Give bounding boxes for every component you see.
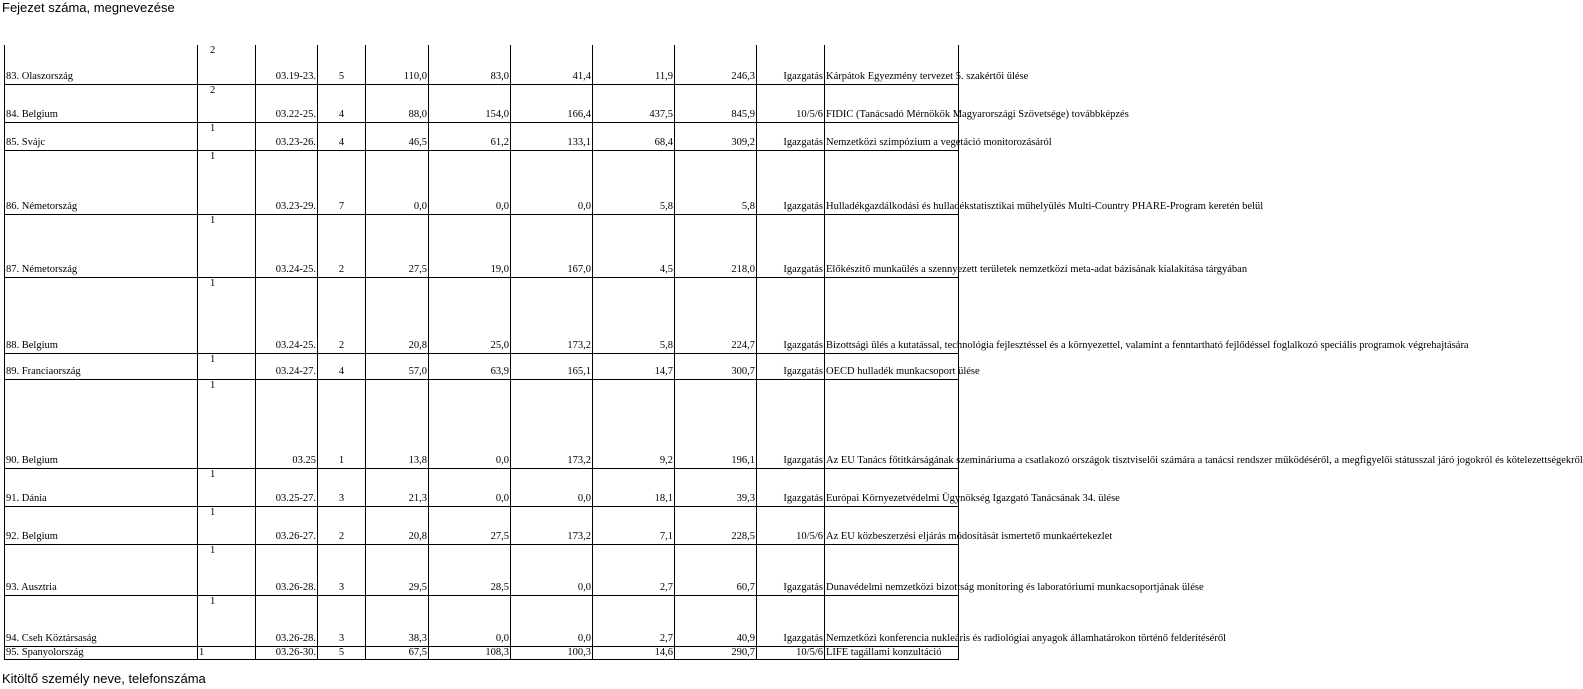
cost-1-cell: 67,5 [366,646,429,660]
country-cell: 94. Cseh Köztársaság [5,595,198,646]
authority-cell: Igazgatás [757,468,825,506]
total-cost-cell: 39,3 [675,468,757,506]
table-row [5,595,959,646]
count-date-cell [198,544,256,595]
days-cell: 7 [318,150,366,214]
cost-3-cell: 173,2 [511,277,593,353]
country-cell: 93. Ausztria [5,544,198,595]
date-cell: 03.26-28. [256,595,318,646]
days-cell: 5 [318,45,366,84]
theme-cell: Nemzetközi konferencia nukleáris és radiológiai anyagok államhatárokon történő felderítéséről [825,595,959,646]
authority-cell: 10/5/6 [757,506,825,544]
total-cost-cell: 5,8 [675,150,757,214]
cost-4-cell: 7,1 [593,506,675,544]
theme-cell: Dunavédelmi nemzetközi bizottság monitoring és laboratóriumi munkacsoportjának ülése [825,544,959,595]
theme-cell: Európai Környezetvédelmi Ügynökség Igazgató Tanácsának 34. ülése [825,468,959,506]
cost-3-cell: 0,0 [511,595,593,646]
days-cell: 4 [318,122,366,150]
participant-count: 1 [210,379,216,391]
days-cell: 2 [318,214,366,277]
table-row [5,150,959,214]
cost-3-cell: 41,4 [511,45,593,84]
country-cell: 95. Spanyolország [5,646,198,660]
country-cell: 88. Belgium [5,277,198,353]
cost-2-cell: 154,0 [429,84,511,122]
cost-2-cell: 83,0 [429,45,511,84]
total-cost-cell: 845,9 [675,84,757,122]
total-cost-cell: 300,7 [675,353,757,379]
theme-cell: Az EU közbeszerzési eljárás módosítását ismertető munkaértekezlet [825,506,959,544]
country-cell: 87. Németország [5,214,198,277]
participant-count: 1 [210,277,216,289]
table-row [5,122,959,150]
theme-cell: LIFE tagállami konzultáció [825,646,959,660]
table-row [5,379,959,468]
total-cost-cell: 224,7 [675,277,757,353]
authority-cell: Igazgatás [757,150,825,214]
theme-cell: FIDIC (Tanácsadó Mérnökök Magyarországi Szövetsége) továbbképzés [825,84,959,122]
total-cost-cell: 309,2 [675,122,757,150]
date-cell: 03.26-30. [256,646,318,660]
table-row [5,506,959,544]
date-cell: 03.25 [256,379,318,468]
authority-cell: Igazgatás [757,353,825,379]
cost-3-cell: 0,0 [511,544,593,595]
cost-1-cell: 0,0 [366,150,429,214]
cost-3-cell: 133,1 [511,122,593,150]
cost-1-cell: 57,0 [366,353,429,379]
table-row [5,353,959,379]
cost-1-cell: 27,5 [366,214,429,277]
cost-2-cell: 61,2 [429,122,511,150]
date-cell: 03.24-25. [256,214,318,277]
authority-cell: Igazgatás [757,595,825,646]
count-date-cell [198,214,256,277]
theme-cell: OECD hulladék munkacsoport ülése [825,353,959,379]
cost-2-cell: 0,0 [429,150,511,214]
country-cell: 86. Németország [5,150,198,214]
cost-3-cell: 173,2 [511,379,593,468]
cost-1-cell: 20,8 [366,277,429,353]
authority-cell: Igazgatás [757,277,825,353]
days-cell: 3 [318,468,366,506]
travel-table [4,45,1583,660]
count-date-cell [198,595,256,646]
cost-3-cell: 165,1 [511,353,593,379]
table-row [5,277,959,353]
table-row [5,84,959,122]
cost-1-cell: 29,5 [366,544,429,595]
table-row [5,544,959,595]
theme-cell: Kárpátok Egyezmény tervezet 5. szakértői ülése [825,45,959,84]
cost-4-cell: 5,8 [593,277,675,353]
total-cost-cell: 40,9 [675,595,757,646]
country-cell: 89. Franciaország [5,353,198,379]
cost-4-cell: 2,7 [593,544,675,595]
participant-count: 1 [210,468,216,480]
total-cost-cell: 228,5 [675,506,757,544]
cost-1-cell: 20,8 [366,506,429,544]
authority-cell: 10/5/6 [757,84,825,122]
cost-3-cell: 0,0 [511,150,593,214]
country-cell: 92. Belgium [5,506,198,544]
country-cell: 83. Olaszország [5,45,198,84]
theme-cell: Az EU Tanács főtitkárságának szemináriuma a csatlakozó országok tisztviselői számára a tanácsi rendszer működéséről, a megfigyelői státusszal járó jogokról és kötelezettségekről [825,379,959,468]
participant-count: 1 [210,544,216,556]
total-cost-cell: 246,3 [675,45,757,84]
cost-4-cell: 5,8 [593,150,675,214]
authority-cell: Igazgatás [757,214,825,277]
count-date-cell [198,468,256,506]
country-cell: 85. Svájc [5,122,198,150]
country-cell: 84. Belgium [5,84,198,122]
participant-count: 2 [210,45,216,56]
count-date-cell [198,646,256,660]
cost-4-cell: 14,6 [593,646,675,660]
cost-2-cell: 0,0 [429,595,511,646]
days-cell: 2 [318,506,366,544]
authority-cell: Igazgatás [757,122,825,150]
cost-2-cell: 63,9 [429,353,511,379]
days-cell: 3 [318,544,366,595]
date-cell: 03.24-27. [256,353,318,379]
authority-cell: Igazgatás [757,379,825,468]
count-date-cell [198,506,256,544]
total-cost-cell: 60,7 [675,544,757,595]
cost-4-cell: 2,7 [593,595,675,646]
cost-1-cell: 46,5 [366,122,429,150]
date-cell: 03.24-25. [256,277,318,353]
date-cell: 03.26-27. [256,506,318,544]
table-row [5,214,959,277]
days-cell: 3 [318,595,366,646]
country-cell: 90. Belgium [5,379,198,468]
cost-3-cell: 167,0 [511,214,593,277]
authority-cell: 10/5/6 [757,646,825,660]
cost-2-cell: 27,5 [429,506,511,544]
cost-4-cell: 18,1 [593,468,675,506]
cost-3-cell: 0,0 [511,468,593,506]
cost-4-cell: 9,2 [593,379,675,468]
participant-count: 1 [210,122,216,134]
date-cell: 03.19-23. [256,45,318,84]
count-date-cell [198,122,256,150]
total-cost-cell: 290,7 [675,646,757,660]
cost-1-cell: 13,8 [366,379,429,468]
date-cell: 03.26-28. [256,544,318,595]
count-date-cell [198,379,256,468]
theme-cell: Bizottsági ülés a kutatással, technológia fejlesztéssel és a környezettel, valamint a fenntartható fejlődéssel foglalkozó speciális programok végrehajtására [825,277,959,353]
participant-count: 2 [210,84,216,96]
cost-2-cell: 28,5 [429,544,511,595]
days-cell: 1 [318,379,366,468]
cost-3-cell: 166,4 [511,84,593,122]
days-cell: 5 [318,646,366,660]
cost-4-cell: 437,5 [593,84,675,122]
authority-cell: Igazgatás [757,544,825,595]
table-row [5,468,959,506]
cost-4-cell: 11,9 [593,45,675,84]
participant-count: 1 [210,150,216,162]
cost-1-cell: 110,0 [366,45,429,84]
total-cost-cell: 218,0 [675,214,757,277]
days-cell: 4 [318,353,366,379]
total-cost-cell: 196,1 [675,379,757,468]
theme-cell: Előkészítő munkaülés a szennyezett területek nemzetközi meta-adat bázisának kialakítása tárgyában [825,214,959,277]
count-date-cell [198,353,256,379]
cost-4-cell: 68,4 [593,122,675,150]
date-cell: 03.25-27. [256,468,318,506]
cost-1-cell: 21,3 [366,468,429,506]
filler-contact-label: Kitöltő személy neve, telefonszáma [2,671,206,686]
cost-4-cell: 4,5 [593,214,675,277]
cost-4-cell: 14,7 [593,353,675,379]
cost-2-cell: 0,0 [429,468,511,506]
participant-count: 1 [199,646,205,658]
authority-cell: Igazgatás [757,45,825,84]
country-cell: 91. Dánia [5,468,198,506]
table-row [5,45,959,84]
count-date-cell [198,84,256,122]
cost-2-cell: 0,0 [429,379,511,468]
days-cell: 2 [318,277,366,353]
date-cell: 03.23-29. [256,150,318,214]
cost-3-cell: 173,2 [511,506,593,544]
table-row [5,646,959,660]
cost-2-cell: 19,0 [429,214,511,277]
count-date-cell [198,150,256,214]
count-date-cell [198,277,256,353]
cost-1-cell: 38,3 [366,595,429,646]
participant-count: 1 [210,506,216,518]
theme-cell: Nemzetközi szimpózium a vegetáció monitorozásáról [825,122,959,150]
participant-count: 1 [210,214,216,226]
date-cell: 03.22-25. [256,84,318,122]
cost-1-cell: 88,0 [366,84,429,122]
count-date-cell [198,45,256,84]
cost-3-cell: 100,3 [511,646,593,660]
days-cell: 4 [318,84,366,122]
theme-cell: Hulladékgazdálkodási és hulladékstatisztikai műhelyülés Multi-Country PHARE-Program keretén belül [825,150,959,214]
cost-2-cell: 108,3 [429,646,511,660]
chapter-title: Fejezet száma, megnevezése [2,0,175,15]
cost-2-cell: 25,0 [429,277,511,353]
date-cell: 03.23-26. [256,122,318,150]
participant-count: 1 [210,595,216,607]
participant-count: 1 [210,353,216,365]
